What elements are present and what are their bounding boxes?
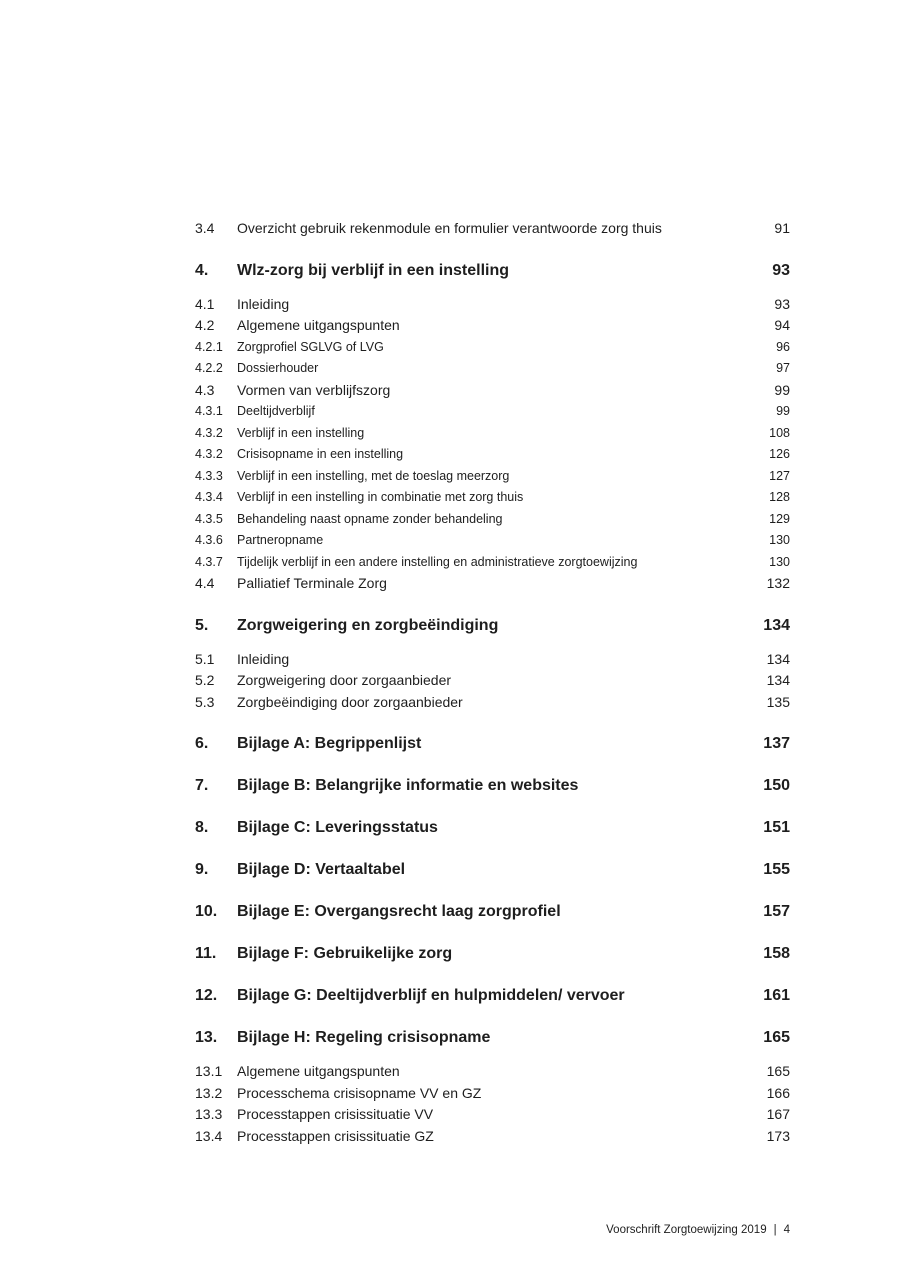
toc-entry-page: 135 <box>766 693 790 710</box>
toc-entry[interactable] <box>195 380 790 402</box>
toc-entry-title: Crisisopname in een instelling <box>237 447 404 461</box>
toc-entry-page: 99 <box>774 381 790 398</box>
toc-entry-number: 5.3 <box>195 693 215 710</box>
toc-entry-number: 13.3 <box>195 1106 223 1122</box>
toc-entry[interactable] <box>195 466 790 488</box>
toc-entry-page: 165 <box>766 1063 790 1079</box>
toc-entry-title: Bijlage G: Deeltijdverblijf en hulpmiddelen/ vervoer <box>237 987 625 1004</box>
toc-entry[interactable] <box>195 315 790 337</box>
toc-entry-page: 99 <box>776 404 790 418</box>
toc-entry[interactable] <box>195 985 790 1007</box>
toc-entry-page: 173 <box>766 1127 790 1144</box>
toc-entry-number: 4.3.4 <box>195 490 223 504</box>
toc-entry[interactable] <box>195 1083 790 1105</box>
toc-entry-page: 134 <box>766 650 790 667</box>
toc-entry-number: 4.3.2 <box>195 425 223 440</box>
toc-entry-number: 8. <box>195 819 209 836</box>
page-footer <box>606 1222 790 1238</box>
toc-entry-number: 4.3.5 <box>195 511 223 526</box>
toc-entry-title: Tijdelijk verblijf in een andere instelling en administratieve zorgtoewijzing <box>237 554 638 569</box>
toc-entry[interactable] <box>195 901 790 923</box>
toc-entry-page: 134 <box>763 616 790 634</box>
toc-entry[interactable] <box>195 775 790 797</box>
toc-entry[interactable] <box>195 1061 790 1083</box>
toc-entry[interactable] <box>195 444 790 466</box>
toc-entry-title: Verblijf in een instelling in combinatie met zorg thuis <box>237 490 524 504</box>
toc-entry[interactable] <box>195 552 790 574</box>
toc-entry-number: 4.2.1 <box>195 339 223 354</box>
toc-entry-number: 4.3.7 <box>195 554 223 569</box>
toc-entry-number: 13.1 <box>195 1063 223 1079</box>
toc-entry-title: Overzicht gebruik rekenmodule en formulier verantwoorde zorg thuis <box>237 220 662 236</box>
toc-entry-page: 137 <box>763 735 790 752</box>
toc-entry-number: 5.1 <box>195 650 215 667</box>
toc-entry-page: 93 <box>774 295 790 312</box>
toc-entry-title: Processtappen crisissituatie VV <box>237 1106 434 1122</box>
toc-entry-number: 4. <box>195 261 209 279</box>
toc-entry-title: Deeltijdverblijf <box>237 404 315 418</box>
toc-entry-number: 12. <box>195 987 218 1004</box>
toc-entry-number: 4.2.2 <box>195 361 223 375</box>
toc-entry[interactable] <box>195 817 790 839</box>
toc-entry-number: 5.2 <box>195 672 215 688</box>
toc-entry[interactable] <box>195 218 790 240</box>
toc-entry-title: Inleiding <box>237 650 290 667</box>
toc-entry-title: Verblijf in een instelling, met de toeslag meerzorg <box>237 468 510 483</box>
toc-entry-number: 3.4 <box>195 220 215 236</box>
toc-entry-number: 4.3 <box>195 381 215 398</box>
toc-entry[interactable] <box>195 1027 790 1049</box>
toc-entry-number: 4.3.6 <box>195 533 223 547</box>
toc-entry-page: 128 <box>769 490 790 504</box>
toc-entry-number: 6. <box>195 735 209 752</box>
toc-entry-title: Palliatief Terminale Zorg <box>237 575 387 591</box>
table-of-contents <box>195 218 790 1147</box>
toc-entry[interactable] <box>195 358 790 380</box>
toc-entry-title: Zorgprofiel SGLVG of LVG <box>237 339 384 354</box>
toc-entry[interactable] <box>195 487 790 509</box>
toc-entry-title: Bijlage B: Belangrijke informatie en websites <box>237 777 579 794</box>
toc-entry-number: 4.4 <box>195 575 215 591</box>
toc-entry[interactable] <box>195 573 790 595</box>
toc-entry-page: 97 <box>776 361 790 375</box>
toc-entry-title: Dossierhouder <box>237 361 319 375</box>
toc-entry-page: 161 <box>763 987 790 1004</box>
toc-entry-number: 4.3.2 <box>195 447 223 461</box>
toc-entry-number: 7. <box>195 777 209 794</box>
toc-entry[interactable] <box>195 260 790 282</box>
footer-page-number: 4 <box>783 1224 790 1236</box>
toc-entry-page: 130 <box>769 554 790 569</box>
toc-entry-page: 155 <box>763 861 790 878</box>
toc-entry-number: 13.2 <box>195 1084 223 1101</box>
toc-entry-title: Algemene uitgangspunten <box>237 1063 400 1079</box>
toc-entry[interactable] <box>195 615 790 637</box>
toc-entry-title: Zorgweigering door zorgaanbieder <box>237 672 452 688</box>
footer-doc-title: Voorschrift Zorgtoewijzing 2019 <box>606 1224 767 1236</box>
toc-entry-title: Bijlage F: Gebruikelijke zorg <box>237 945 453 962</box>
toc-entry-page: 96 <box>776 339 790 354</box>
toc-entry-page: 158 <box>763 945 790 962</box>
toc-entry[interactable] <box>195 943 790 965</box>
toc-entry-title: Zorgbeëindiging door zorgaanbieder <box>237 693 463 710</box>
toc-entry-title: Algemene uitgangspunten <box>237 317 400 333</box>
toc-entry[interactable] <box>195 733 790 755</box>
toc-entry-title: Processtappen crisissituatie GZ <box>237 1127 434 1144</box>
toc-entry-title: Bijlage H: Regeling crisisopname <box>237 1029 491 1046</box>
toc-entry-page: 150 <box>763 777 790 794</box>
toc-entry-title: Verblijf in een instelling <box>237 425 365 440</box>
toc-entry-number: 4.1 <box>195 295 215 312</box>
toc-entry-number: 13.4 <box>195 1127 223 1144</box>
toc-entry-title: Bijlage E: Overgangsrecht laag zorgprofiel <box>237 903 561 920</box>
toc-entry-number: 13. <box>195 1029 218 1046</box>
toc-entry-title: Bijlage A: Begrippenlijst <box>237 735 422 752</box>
toc-entry-title: Behandeling naast opname zonder behandeling <box>237 511 503 526</box>
toc-entry-title: Processchema crisisopname VV en GZ <box>237 1084 482 1101</box>
toc-entry[interactable] <box>195 337 790 359</box>
toc-entry[interactable] <box>195 423 790 445</box>
toc-entry[interactable] <box>195 509 790 531</box>
toc-entry-page: 167 <box>766 1106 790 1122</box>
toc-entry-page: 151 <box>763 819 790 836</box>
toc-entry-page: 91 <box>774 220 790 236</box>
toc-entry[interactable] <box>195 401 790 423</box>
toc-entry[interactable] <box>195 859 790 881</box>
toc-entry-title: Inleiding <box>237 295 290 312</box>
toc-entry-title: Vormen van verblijfszorg <box>237 381 391 398</box>
toc-entry-title: Bijlage D: Vertaaltabel <box>237 861 406 878</box>
toc-entry-page: 166 <box>766 1084 790 1101</box>
toc-entry-page: 134 <box>766 672 790 688</box>
toc-entry-page: 129 <box>769 511 790 526</box>
toc-entry-title: Wlz-zorg bij verblijf in een instelling <box>237 261 510 279</box>
toc-entry[interactable] <box>195 692 790 714</box>
toc-entry-page: 126 <box>769 447 790 461</box>
toc-entry-number: 4.3.3 <box>195 468 223 483</box>
toc-entry-page: 93 <box>772 261 790 279</box>
toc-entry[interactable] <box>195 1126 790 1148</box>
toc-entry-page: 108 <box>769 425 790 440</box>
toc-entry-page: 94 <box>774 317 790 333</box>
toc-entry-page: 157 <box>763 903 790 920</box>
toc-entry-page: 127 <box>769 468 790 483</box>
toc-entry-number: 5. <box>195 616 209 634</box>
toc-entry-number: 4.3.1 <box>195 404 223 418</box>
toc-entry-number: 10. <box>195 903 218 920</box>
toc-entry-title: Zorgweigering en zorgbeëindiging <box>237 616 499 634</box>
footer-separator: | <box>773 1224 777 1236</box>
toc-entry[interactable] <box>195 530 790 552</box>
toc-entry-page: 130 <box>769 533 790 547</box>
toc-entry-page: 132 <box>766 575 790 591</box>
toc-entry-number: 9. <box>195 861 209 878</box>
toc-entry-number: 11. <box>195 945 217 962</box>
toc-entry-number: 4.2 <box>195 317 215 333</box>
toc-entry-title: Bijlage C: Leveringsstatus <box>237 819 438 836</box>
toc-entry[interactable] <box>195 670 790 692</box>
toc-entry-page: 165 <box>763 1029 790 1046</box>
toc-entry[interactable] <box>195 649 790 671</box>
toc-entry[interactable] <box>195 1104 790 1126</box>
toc-entry[interactable] <box>195 294 790 316</box>
toc-entry-title: Partneropname <box>237 533 324 547</box>
